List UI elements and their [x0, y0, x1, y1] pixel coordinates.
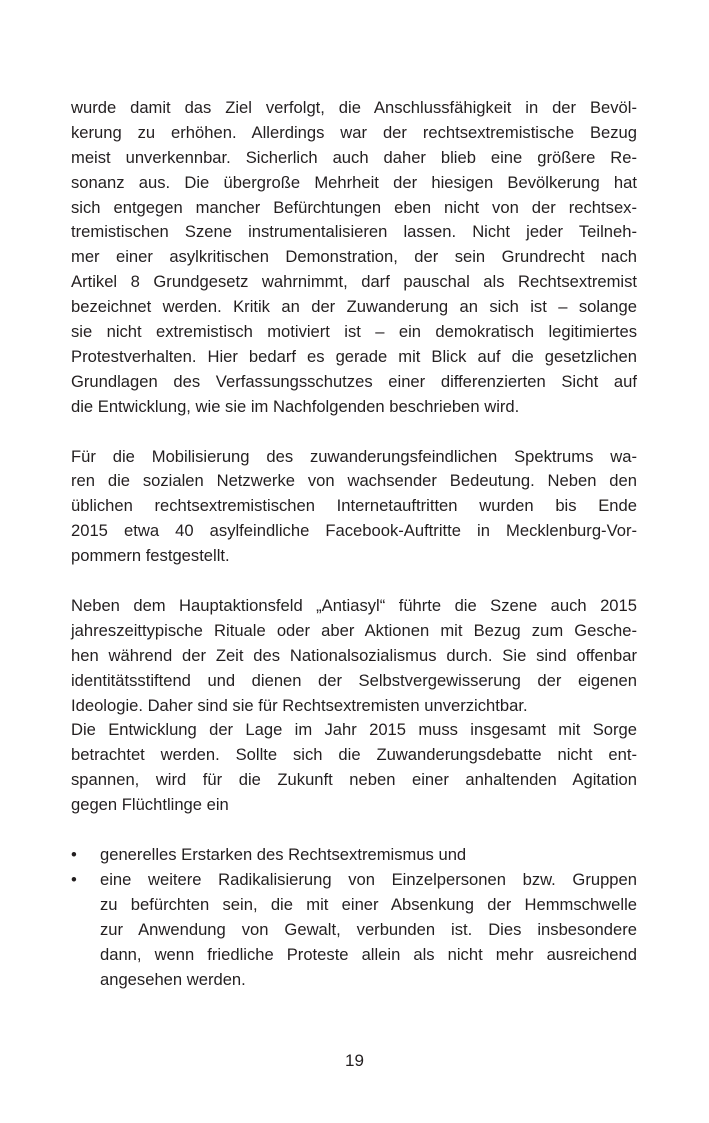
text-line: zu befürchten sein, die mit einer Absenkung der Hemmschwelle [100, 894, 637, 914]
text-line: wurde damit das Ziel verfolgt, die Anschlussfähigkeit in der Bevöl- [71, 98, 637, 117]
text-line: ren die sozialen Netzwerke von wachsender Bedeutung. Neben den [71, 471, 637, 491]
text-line: dann, wenn friedliche Proteste allein als nicht mehr ausreichend [100, 944, 637, 964]
bullet-list [71, 843, 637, 992]
text-line: generelles Erstarken des Rechtsextremismus und [100, 845, 467, 865]
text-line: üblichen rechtsextremistischen Internetauftritten wurden bis Ende [71, 496, 637, 516]
text-line: hen während der Zeit des Nationalsozialismus durch. Sie sind offenbar [71, 645, 637, 665]
text-line: sich entgegen mancher Befürchtungen eben nicht von der rechtsex- [71, 197, 637, 217]
text-line: spannen, wird für die Zukunft neben einer anhaltenden Agitation [71, 770, 637, 790]
text-line: Für die Mobilisierung des zuwanderungsfeindlichen Spektrums wa- [71, 446, 637, 466]
bullet-icon: • [71, 845, 77, 865]
text-line: zur Anwendung von Gewalt, verbunden ist. Dies insbesondere [100, 919, 637, 939]
text-line: eine weitere Radikalisierung von Einzelpersonen bzw. Gruppen [100, 869, 637, 889]
text-line: bezeichnet werden. Kritik an der Zuwanderung an sich ist – solange [71, 297, 637, 317]
paragraph-4 [71, 718, 637, 818]
text-line: mer einer asylkritischen Demonstration, der sein Grundrecht nach [71, 247, 637, 267]
bullet-item [71, 843, 637, 868]
paragraph-spacer [71, 420, 637, 445]
paragraph-spacer [71, 569, 637, 594]
text-line: 2015 etwa 40 asylfeindliche Facebook-Auftritte in Mecklenburg-Vor- [71, 521, 637, 541]
text-line: angesehen werden. [100, 969, 246, 989]
paragraph-2 [71, 445, 637, 569]
text-line: Protestverhalten. Hier bedarf es gerade mit Blick auf die gesetzlichen [71, 346, 637, 366]
text-line: Artikel 8 Grundgesetz wahrnimmt, darf pauschal als Rechtsextremist [71, 272, 637, 292]
text-line: die Entwicklung, wie sie im Nachfolgenden beschrieben wird. [71, 396, 520, 416]
paragraph-1 [71, 96, 637, 420]
page-body [71, 96, 637, 992]
text-line: sonanz aus. Die übergroße Mehrheit der hiesigen Bevölkerung hat [71, 172, 637, 192]
text-line: Die Entwicklung der Lage im Jahr 2015 muss insgesamt mit Sorge [71, 720, 637, 740]
paragraph-3 [71, 594, 637, 718]
text-line: Ideologie. Daher sind sie für Rechtsextremisten unverzichtbar. [71, 695, 528, 715]
text-line: betrachtet werden. Sollte sich die Zuwanderungsdebatte nicht ent- [71, 745, 637, 765]
text-line: identitätsstiftend und dienen der Selbstvergewisserung der eigenen [71, 670, 637, 690]
bullet-icon: • [71, 869, 77, 889]
page-number: 19 [345, 1051, 364, 1070]
text-line: tremistischen Szene instrumentalisieren lassen. Nicht jeder Teilneh- [71, 222, 637, 242]
text-line: Neben dem Hauptaktionsfeld „Antiasyl“ führte die Szene auch 2015 [71, 596, 637, 616]
text-line: kerung zu erhöhen. Allerdings war der rechtsextremistische Bezug [71, 122, 637, 142]
text-line: jahreszeittypische Rituale oder aber Aktionen mit Bezug zum Gesche- [71, 620, 637, 640]
text-line: gegen Flüchtlinge ein [71, 795, 229, 815]
text-line: pommern festgestellt. [71, 546, 230, 566]
text-line: sie nicht extremistisch motiviert ist – ein demokratisch legitimiertes [71, 322, 637, 342]
text-line: Grundlagen des Verfassungsschutzes einer differenzierten Sicht auf [71, 371, 637, 391]
text-line: meist unverkennbar. Sicherlich auch daher blieb eine größere Re- [71, 147, 637, 167]
paragraph-spacer [71, 818, 637, 843]
bullet-item [71, 868, 637, 992]
